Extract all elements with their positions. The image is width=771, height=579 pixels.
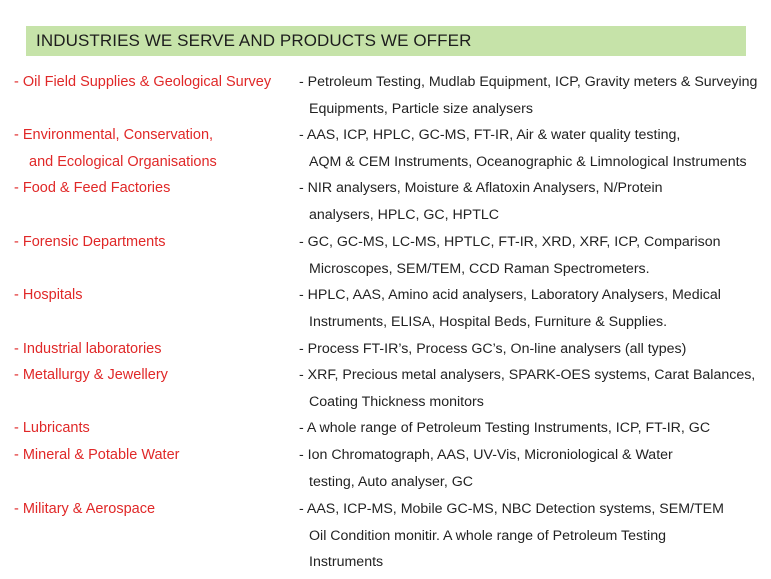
products-text: - XRF, Precious metal analysers, SPARK-OES systems, Carat Balances, [299, 367, 756, 383]
industry-name: - Mineral & Potable Water [14, 447, 180, 463]
products-text-continued: testing, Auto analyser, GC [309, 473, 474, 490]
products-text: - HPLC, AAS, Amino acid analysers, Laboratory Analysers, Medical [299, 287, 721, 303]
industry-name: - Oil Field Supplies & Geological Survey [14, 74, 272, 90]
products-text: - AAS, ICP-MS, Mobile GC-MS, NBC Detection systems, SEM/TEM [299, 501, 724, 517]
section-header [26, 26, 746, 56]
industry-name: - Food & Feed Factories [14, 180, 171, 196]
industry-name: - Hospitals [14, 287, 83, 303]
products-text: - Petroleum Testing, Mudlab Equipment, ICP, Gravity meters & Surveying [299, 74, 758, 90]
products-text-continued: analysers, HPLC, GC, HPTLC [309, 206, 500, 223]
section-title: INDUSTRIES WE SERVE AND PRODUCTS WE OFFER [36, 31, 472, 50]
industry-name: - Forensic Departments [14, 234, 166, 250]
products-text: - Process FT-IR’s, Process GC’s, On-line analysers (all types) [299, 341, 687, 357]
products-text: - GC, GC-MS, LC-MS, HPTLC, FT-IR, XRD, XRF, ICP, Comparison [299, 234, 721, 250]
products-text: - NIR analysers, Moisture & Aflatoxin Analysers, N/Protein [299, 180, 663, 196]
products-text: - A whole range of Petroleum Testing Instruments, ICP, FT-IR, GC [299, 420, 711, 436]
products-text-continued: AQM & CEM Instruments, Oceanographic & Limnological Instruments [309, 153, 747, 170]
products-text-continued: Instruments, ELISA, Hospital Beds, Furniture & Supplies. [309, 313, 668, 330]
products-text-continued: Oil Condition monitir. A whole range of Petroleum Testing [309, 527, 666, 544]
industry-name: - Military & Aerospace [14, 501, 156, 517]
products-text-continued: Equipments, Particle size analysers [309, 100, 533, 117]
industry-name: - Lubricants [14, 420, 90, 436]
industry-name: - Metallurgy & Jewellery [14, 367, 168, 383]
industry-name: - Environmental, Conservation, [14, 127, 214, 143]
products-text: - AAS, ICP, HPLC, GC-MS, FT-IR, Air & water quality testing, [299, 127, 681, 143]
products-text: - Ion Chromatograph, AAS, UV-Vis, Microniological & Water [299, 447, 673, 463]
industry-name-continued: and Ecological Organisations [29, 153, 217, 170]
industry-name: - Industrial laboratories [14, 341, 162, 357]
products-text-continued: Microscopes, SEM/TEM, CCD Raman Spectrometers. [309, 260, 650, 277]
products-text-continued: Instruments [309, 554, 384, 571]
products-text-continued: Coating Thickness monitors [309, 393, 484, 410]
